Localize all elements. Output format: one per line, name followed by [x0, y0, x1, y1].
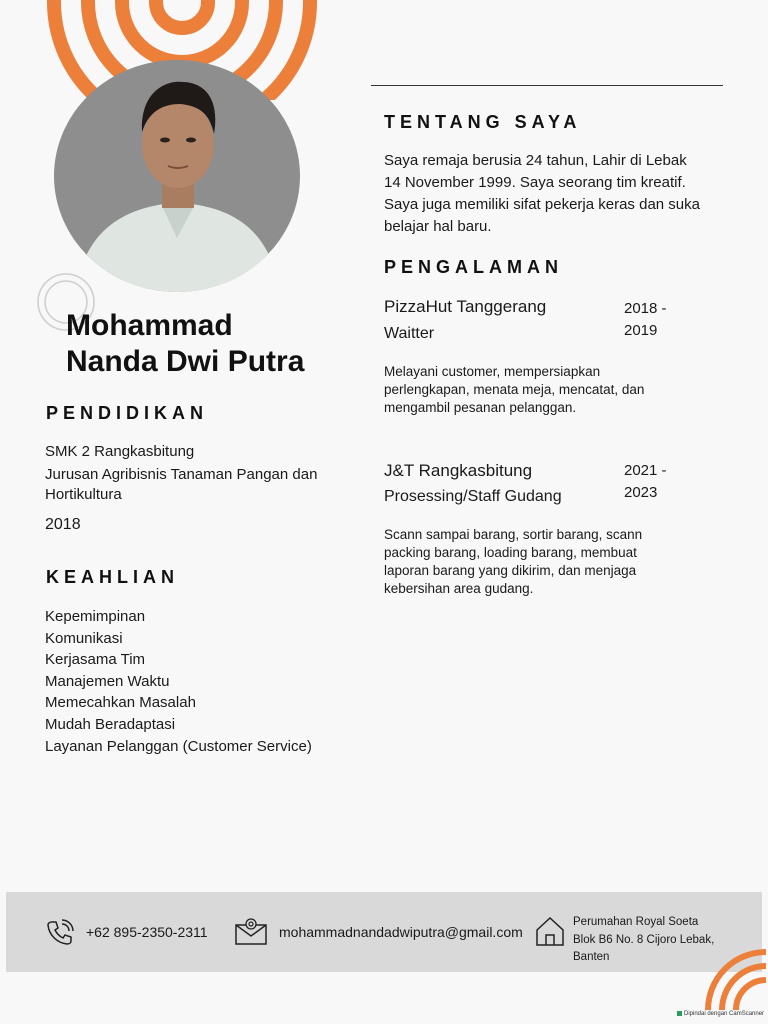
experience-heading: PENGALAMAN [384, 257, 563, 277]
description-line: Scann sampai barang, sortir barang, scann [384, 527, 643, 542]
experience-years [624, 298, 667, 342]
contact-email: mohammadnandadwiputra@gmail.com [279, 924, 523, 940]
skill-item: Kepemimpinan [45, 608, 146, 625]
experience-years-end: 2019 [624, 322, 658, 339]
about-line: belajar hal baru. [384, 218, 492, 235]
education-major-line-1: Jurusan Agribisnis Tanaman Pangan dan [45, 466, 318, 483]
description-line: perlengkapan, menata meja, mencatat, dan [384, 382, 645, 397]
about-heading: TENTANG SAYA [384, 112, 582, 132]
watermark-text: Dipindai dengan CamScanner [684, 1011, 765, 1018]
name-line-1: Mohammad [66, 309, 233, 342]
education-major-line-2: Hortikultura [45, 486, 122, 503]
profile-photo [54, 60, 300, 292]
divider-line [371, 85, 723, 86]
skills-list [45, 606, 312, 757]
skill-item: Layanan Pelanggan (Customer Service) [45, 737, 312, 755]
contact-address [573, 914, 714, 967]
skills-heading: KEAHLIAN [46, 567, 179, 587]
experience-role: Waitter [384, 325, 435, 342]
skill-item: Manajemen Waktu [45, 672, 170, 690]
name-line-2: Nanda Dwi Putra [66, 345, 305, 378]
description-line: laporan barang yang dikirim, dan menjaga [384, 563, 637, 578]
experience-years [624, 460, 667, 504]
scanner-watermark [677, 1011, 764, 1017]
description-line: packing barang, loading barang, membuat [384, 545, 637, 560]
education-heading: PENDIDIKAN [46, 403, 209, 423]
skill-item: Kerjasama Tim [45, 651, 146, 669]
camscanner-icon [677, 1011, 682, 1016]
experience-years-start: 2018 - [624, 300, 667, 317]
decorative-arcs-bottom [700, 944, 768, 1010]
experience-years-end: 2023 [624, 484, 658, 501]
description-line: kebersihan area gudang. [384, 581, 534, 596]
description-line: mengambil pesanan pelanggan. [384, 400, 577, 415]
education-year: 2018 [45, 516, 81, 533]
education-major [45, 465, 317, 505]
about-line: 14 November 1999. Saya seorang tim kreatif. [384, 174, 686, 191]
about-line: Saya juga memiliki sifat pekerja keras dan suka [384, 196, 700, 213]
description-line: Melayani customer, mempersiapkan [384, 364, 601, 379]
skill-item: Mudah Beradaptasi [45, 715, 176, 733]
skill-item: Memecahkan Masalah [45, 694, 196, 712]
contact-phone: +62 895-2350-2311 [86, 924, 208, 940]
house-icon [535, 916, 565, 946]
phone-icon [46, 918, 74, 946]
experience-company: PizzaHut Tanggerang [384, 297, 547, 316]
person-name [66, 308, 366, 380]
experience-company: J&T Rangkasbitung [384, 461, 533, 480]
address-line: Perumahan Royal Soeta [573, 916, 699, 928]
experience-years-start: 2021 - [624, 462, 667, 479]
education-school: SMK 2 Rangkasbitung [45, 443, 195, 460]
address-line: Blok B6 No. 8 Cijoro Lebak, [573, 933, 715, 946]
about-text [384, 150, 724, 238]
skill-item: Komunikasi [45, 629, 123, 647]
envelope-icon [235, 917, 267, 945]
experience-role: Prosessing/Staff Gudang [384, 488, 562, 505]
address-line: Banten [573, 951, 610, 963]
experience-description [384, 526, 642, 598]
about-line: Saya remaja berusia 24 tahun, Lahir di Lebak [384, 152, 687, 169]
experience-description [384, 363, 644, 417]
